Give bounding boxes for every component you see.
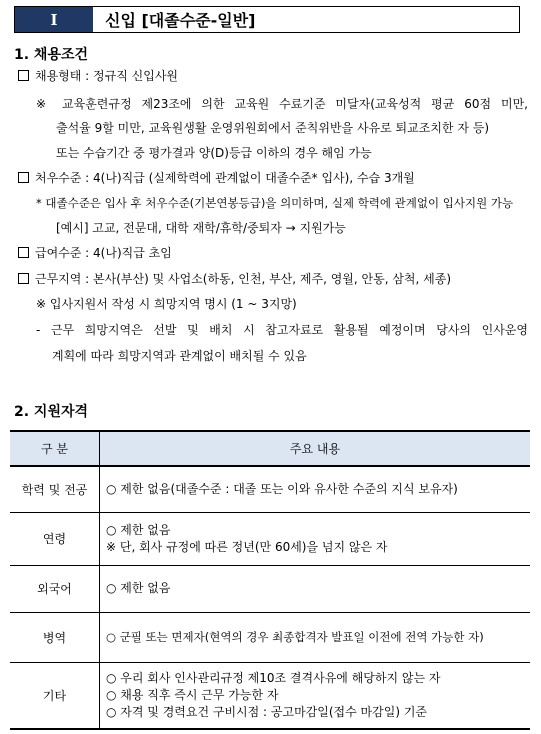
row-category: 연령 (10, 512, 100, 565)
column-header-category: 구 분 (10, 431, 100, 466)
row-category: 학력 및 전공 (10, 466, 100, 512)
education-level-note: * 대졸수준은 입사 후 처우수준(기본연봉등급)을 의미하며, 실제 학력에 관계없이 입사지원 가능 (36, 196, 514, 210)
example-note: [예시] 고교, 전문대, 대학 재학/휴학/중퇴자 → 지원가능 (56, 221, 346, 235)
employment-type-text: 채용형태 : 정규직 신입사원 (35, 69, 178, 83)
table-header-row (10, 431, 530, 466)
assignment-note-line2: 계획에 따라 희망지역과 관계없이 배치될 수 있음 (52, 349, 307, 363)
row-content-line: ○ 우리 회사 인사관리규정 제10조 결격사유에 해당하지 않는 자 (106, 670, 441, 685)
section1-title: 1. 채용조건 (14, 47, 89, 63)
qualification-table (10, 430, 530, 730)
row-content-line: ○ 군필 또는 면제자(현역의 경우 최종합격자 발표일 이전에 전역 가능한 자) (106, 629, 484, 644)
salary-level-item (18, 170, 415, 186)
row-content-line: ○ 자격 및 경력요건 구비시점 : 공고마감일(접수 마감일) 기준 (106, 704, 428, 719)
location-preference-note: ※ 입사지원서 작성 시 희망지역 명시 (1 ~ 3지망) (36, 297, 297, 311)
row-content-line: ※ 단, 회사 규정에 따른 정년(만 60세)을 넘지 않은 자 (106, 539, 388, 554)
row-category: 기타 (10, 662, 100, 729)
assignment-note-line1: - 근무 희망지역은 선발 및 배치 시 참고자료로 활용될 예정이며 당사의 인사운영 (36, 323, 528, 337)
square-bullet-icon (18, 70, 29, 81)
table-row (10, 466, 530, 512)
work-location-text: 근무지역 : 본사(부산) 및 사업소(하동, 인천, 부산, 제주, 영월, 안동, 삼척, 세종) (35, 272, 452, 286)
section2-title: 2. 지원자격 (14, 404, 89, 420)
row-content-line: ○ 제한 없음 (106, 522, 171, 537)
square-bullet-icon (18, 273, 29, 284)
table-row (10, 512, 530, 565)
table-row (10, 612, 530, 662)
section-number-badge: I (15, 7, 93, 32)
dismissal-note-line1: ※ 교육훈련규정 제23조에 의한 교육원 수료기준 미달자(교육성적 평균 60점 미만, (36, 97, 528, 111)
table-row (10, 565, 530, 612)
pay-level-item (18, 245, 172, 261)
square-bullet-icon (18, 247, 29, 258)
row-content-line: ○ 제한 없음(대졸수준 : 대졸 또는 이와 유사한 수준의 지식 보유자) (106, 481, 458, 496)
dismissal-note-line3: 또는 수습기간 중 평가결과 양(D)등급 이하의 경우 해임 가능 (56, 146, 372, 160)
row-content-line: ○ 제한 없음 (106, 581, 171, 595)
column-header-content: 주요 내용 (100, 431, 531, 466)
pay-level-text: 급여수준 : 4(나)직급 초임 (35, 246, 172, 260)
row-category: 병역 (10, 612, 100, 662)
work-location-item (18, 271, 451, 287)
salary-level-text: 처우수준 : 4(나)직급 (실제학력에 관계없이 대졸수준* 입사), 수습 3개월 (35, 171, 415, 185)
section-header (14, 6, 520, 33)
page-title: 신입 [대졸수준-일반] (105, 11, 256, 30)
dismissal-note-line2: 출석율 9할 미만, 교육원생활 운영위원회에서 준칙위반을 사유로 퇴교조치한 자 등) (56, 121, 489, 135)
square-bullet-icon (18, 172, 29, 183)
employment-type-item (18, 68, 178, 84)
table-row (10, 662, 530, 729)
row-content-line: ○ 채용 직후 즉시 근무 가능한 자 (106, 687, 279, 702)
row-category: 외국어 (10, 565, 100, 612)
